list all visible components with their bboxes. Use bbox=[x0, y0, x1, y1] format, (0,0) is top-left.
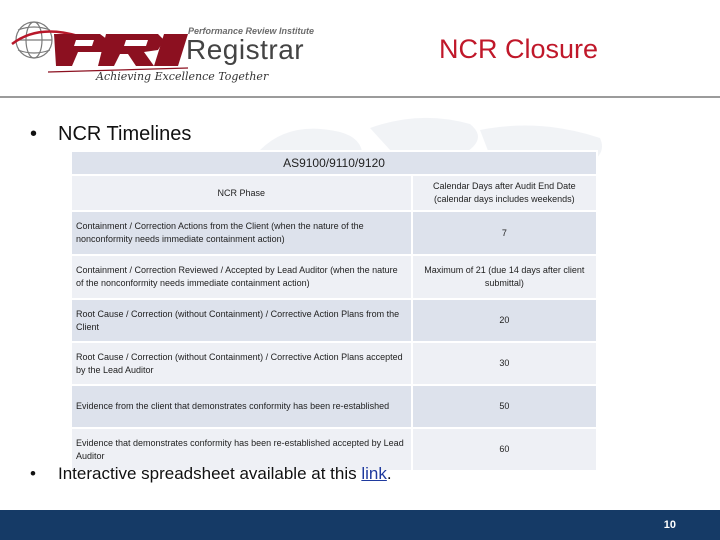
table-cell-days: 50 bbox=[412, 385, 597, 428]
table-row bbox=[71, 255, 597, 299]
ncr-timeline-table bbox=[70, 150, 598, 472]
bullet-dot: • bbox=[30, 464, 36, 483]
table-row bbox=[71, 385, 597, 428]
table-row bbox=[71, 342, 597, 385]
table-title: AS9100/9110/9120 bbox=[71, 151, 597, 175]
bullet-text-suffix: . bbox=[386, 464, 392, 483]
table-row bbox=[71, 211, 597, 255]
page-title: NCR Closure bbox=[438, 34, 598, 64]
header-divider bbox=[0, 96, 720, 98]
table-cell-phase: Root Cause / Correction (without Containment) / Corrective Action Plans accepted by the Lead Auditor bbox=[71, 342, 412, 385]
bullet-ncr-timelines bbox=[30, 123, 191, 146]
bullet-dot: • bbox=[30, 123, 38, 145]
table-cell-days: 7 bbox=[412, 211, 597, 255]
page-number: 10 bbox=[663, 519, 676, 531]
table-cell-days: Maximum of 21 (due 14 days after client submittal) bbox=[412, 255, 597, 299]
logo-subtitle: Performance Review Institute bbox=[188, 26, 315, 36]
column-header-days: Calendar Days after Audit End Date (calendar days includes weekends) bbox=[412, 175, 597, 211]
spreadsheet-link[interactable]: link bbox=[361, 464, 387, 483]
table-cell-days: 20 bbox=[412, 299, 597, 342]
logo-registrar-text: Registrar bbox=[186, 34, 305, 65]
table-row bbox=[71, 299, 597, 342]
slide-header bbox=[0, 0, 720, 96]
bullet-interactive-spreadsheet bbox=[30, 464, 392, 484]
table-cell-phase: Evidence that demonstrates conformity has been re-established accepted by Lead Auditor bbox=[71, 428, 412, 471]
column-header-phase: NCR Phase bbox=[71, 175, 412, 211]
table-cell-days: 60 bbox=[412, 428, 597, 471]
logo-tagline: Achieving Excellence Together bbox=[96, 70, 269, 83]
table-cell-phase: Evidence from the client that demonstrates conformity has been re-established bbox=[71, 385, 412, 428]
table-cell-phase: Containment / Correction Reviewed / Accepted by Lead Auditor (when the nature of the nonconformity needs immediate containment action) bbox=[71, 255, 412, 299]
table-cell-days: 30 bbox=[412, 342, 597, 385]
bullet-text: Interactive spreadsheet available at this bbox=[58, 464, 362, 483]
slide-footer bbox=[0, 510, 720, 540]
table-cell-phase: Root Cause / Correction (without Containment) / Corrective Action Plans from the Client bbox=[71, 299, 412, 342]
table-cell-phase: Containment / Correction Actions from the Client (when the nature of the nonconformity needs immediate containment action) bbox=[71, 211, 412, 255]
bullet-text: NCR Timelines bbox=[58, 123, 192, 145]
